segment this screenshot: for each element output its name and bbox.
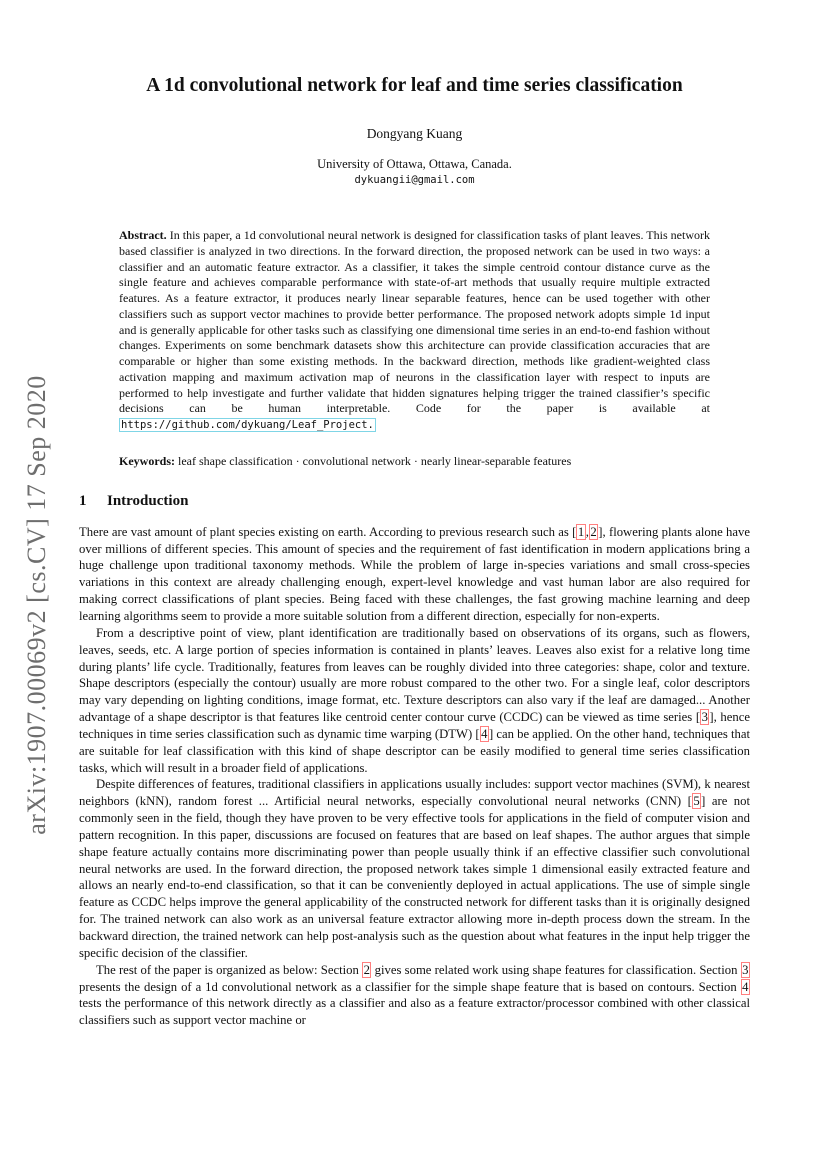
- introduction-body: [79, 524, 750, 1029]
- citation-link-1[interactable]: 1: [577, 524, 585, 539]
- keywords-label: Keywords:: [119, 453, 175, 468]
- arxiv-identifier: arXiv:1907.00069v2 [cs.CV] 17 Sep 2020: [22, 375, 51, 835]
- author-email[interactable]: dykuangii@gmail.com: [354, 174, 475, 186]
- keywords-text: leaf shape classification · convolutional network · nearly linear-separable features: [175, 453, 572, 468]
- citation-link-2[interactable]: 2: [590, 524, 597, 539]
- text-run: The rest of the paper is organized as below: Section: [96, 962, 363, 977]
- text-run: Despite differences of features, traditional classifiers in applications usually includes: support vector machines (SVM), k nearest neighbors (kNN), random forest ... Artificial neural networks, especially convolutional neural networks (CNN) [: [79, 777, 750, 809]
- citation-link-5[interactable]: 5: [693, 794, 700, 809]
- author-affiliation: University of Ottawa, Ottawa, Canada.: [317, 157, 512, 171]
- abstract: [119, 228, 710, 434]
- author-name: Dongyang Kuang: [366, 126, 463, 141]
- section-link-2[interactable]: 2: [363, 962, 370, 977]
- text-run: ] can be applied. On the other hand, techniques that are suitable for leaf classification with this kind of shape descriptor can be easily modified to general time series classification tasks, which will result in a broader field of applications.: [79, 726, 750, 775]
- abstract-text: In this paper, a 1d convolutional neural network is designed for classification tasks of plant leaves. This network based classifier is analyzed in two directions. In the forward direction, the proposed network can be used in two ways: a classifier and an automatic feature extractor. As a classifier, it takes the simple centroid contour distance curve as the single feature and achieves comparable performance with state-of-art methods that usually require multiple extracted features. As a feature extractor, it produces nearly linear separable features, hence can be used together with other classifiers such as support vector machines to provide better performance. The proposed network adopts simple 1d input and is generally applicable for other tasks such as classifying one dimensional time series in an end-to-end fashion without changes. Experiments on some benchmark datasets show this architecture can provide classification accuracies that are comparable or higher than some existing methods. In the backward direction, methods like gradient-weighted class activation mapping and maximum activation map of neurons in the classification layer with respect to inputs are performed to help investigate and further validate that hidden signatures helping trigger the trained classifier’s specific decisions can be human interpretable. Code for the paper is available at: [119, 228, 710, 416]
- section-link-3[interactable]: 3: [742, 962, 749, 977]
- code-repository-link[interactable]: https://github.com/dykuang/Leaf_Project.: [121, 419, 374, 431]
- arxiv-side-stamp: [22, 360, 52, 850]
- section-heading-introduction: [79, 493, 750, 510]
- paragraph-4: [79, 962, 750, 1029]
- paragraph-1: [79, 524, 750, 625]
- text-run: ], flowering plants alone have over millions of different species. This amount of species and the requirement of fast identification in modern applications bring a huge challenge upon traditional taxonomy methods. While the problem of large in-species variations and small cross-species variations in this context are already challenging enough, expert-level knowledge and vast human labor are also required for making correct classifications of plant species. Being faced with these challenges, the fast growing machine learning and deep learning algorithms seem to provide a more suitable solution from a different direction, especially for non-experts.: [79, 524, 750, 623]
- text-run: ,: [585, 524, 589, 539]
- text-run: tests the performance of this network directly as a classifier and also as a feature extractor/processor combined with other classical classifiers such as support vector machine or: [79, 996, 750, 1028]
- paragraph-2: [79, 625, 750, 777]
- section-title: Introduction: [107, 492, 189, 509]
- text-run: ] are not commonly seen in the field, though they have proven to be very effective tools for applications in the field of computer vision and pattern recognition. In this paper, discussions are focused on features that are based on leaf shapes. The author argues that simple shape feature actually contains more discriminating power than people usually think if an effective classifier such convolutional neural networks are used. In the forward direction, the proposed network takes simple 1 dimensional easily extracted feature and allows an nearly end-to-end classification, so that it can be conveniently deployed in actual applications. The use of simple single feature as CCDC helps improve the general applicability of the constructed network for different tasks than it is originally designed for. The trained network can also work as an universal feature extractor allowing more in-depth process down the stream. In the backward direction, the trained network can help post-analysis such as the question about what features in the input help trigger the specific decision of the classifier.: [79, 794, 750, 960]
- citation-link-3[interactable]: 3: [701, 710, 708, 725]
- text-run: ], hence techniques in time series classification such as dynamic time warping (DTW) [: [79, 710, 750, 741]
- keywords: [119, 454, 710, 469]
- citation-link-4[interactable]: 4: [481, 726, 488, 741]
- section-number: 1: [79, 492, 87, 509]
- text-run: presents the design of a 1d convolutional network as a classifier for the simple shape feature that is based on contours. Section: [79, 979, 741, 994]
- abstract-label: Abstract.: [119, 228, 167, 242]
- paper-title: A 1d convolutional network for leaf and time series classification: [146, 75, 683, 96]
- text-run: gives some related work using shape features for classification. Section: [371, 962, 741, 977]
- paper-page: [79, 72, 750, 1029]
- text-run: From a descriptive point of view, plant identification are traditionally based on observations of its organs, such as flowers, leaves, seeds, etc. A large portion of species information is contained in plants’ leaves. Leaves also exist for a relative long time during plants’ life cycle. Traditionally, features from leaves can be roughly divided into three categories: shape, color and texture. Shape descriptors (especially the contour) usually are more robust compared to the other two. For a single leaf, color descriptors may vary depending on lighting conditions, image format, etc. Texture descriptors can also vary if the leaf are damaged... Another advantage of a shape descriptor is that features like centroid center contour curve (CCDC) can be viewed as time series [: [79, 625, 750, 725]
- paragraph-3: [79, 776, 750, 961]
- text-run: There are vast amount of plant species existing on earth. According to previous research such as [: [79, 524, 577, 539]
- section-link-4[interactable]: 4: [742, 979, 749, 994]
